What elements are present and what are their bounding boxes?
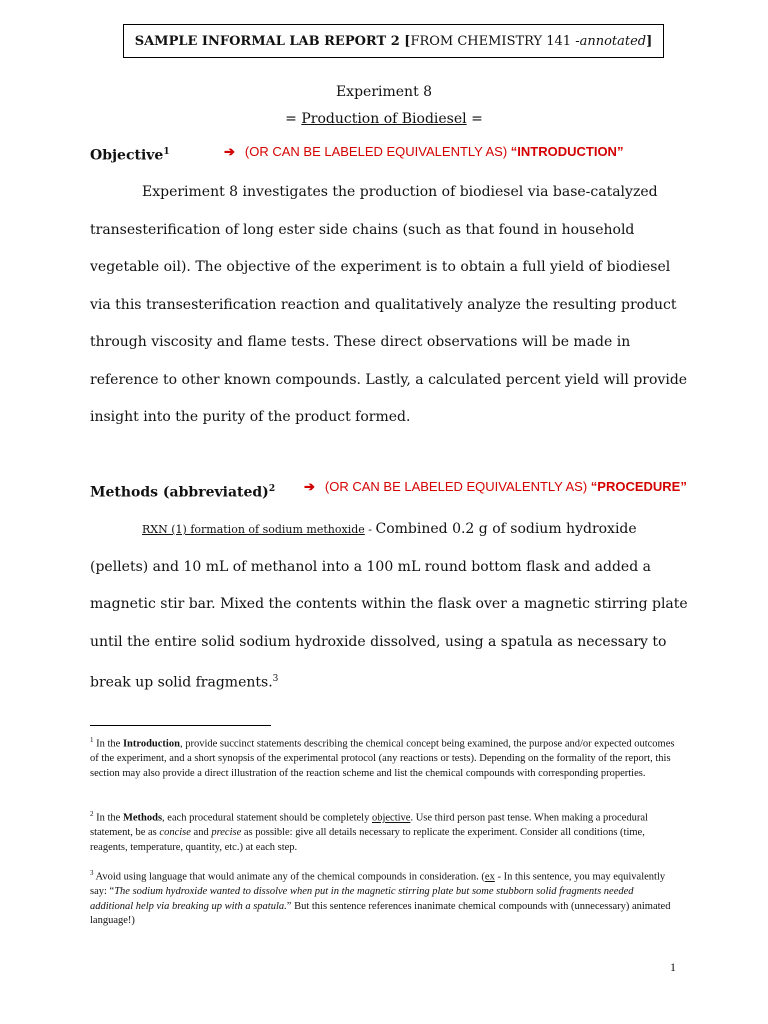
footnote-1-bold: Introduction xyxy=(122,738,180,750)
footnote-2-italic2: precise xyxy=(211,827,242,838)
footnote-2 xyxy=(90,807,678,855)
objective-paragraph xyxy=(90,174,690,437)
objective-text: Experiment 8 investigates the production of biodiesel via base-catalyzed transesterification of long ester side chains (such as that found in household vegetable oil). The objective of the experiment is to obtain a full yield of biodiesel via this transesterification reaction and qualitatively analyze the resulting product through viscosity and flame tests. These direct observations will be made in reference to other known compounds. Lastly, a calculated percent yield will provide insight into the purity of the product formed. xyxy=(90,184,688,425)
methods-alt-label xyxy=(304,479,687,495)
objective-alt-label xyxy=(224,144,623,160)
objective-alt-bold: “INTRODUCTION” xyxy=(510,144,624,159)
experiment-name: Production of Biodiesel xyxy=(301,111,467,127)
methods-paragraph xyxy=(90,511,690,702)
footnote-3-underline: ex xyxy=(484,871,495,883)
methods-alt-prefix: (OR CAN BE LABELED EQUIVALENTLY AS) xyxy=(324,479,591,494)
eq-left: = xyxy=(285,111,302,127)
rxn-label: RXN (1) formation of sodium methoxide xyxy=(142,523,365,536)
rxn-separator: - xyxy=(364,523,376,536)
title-close: ] xyxy=(646,33,653,49)
footnote-3-number: 3 xyxy=(90,869,94,877)
eq-right: = xyxy=(466,111,483,127)
footnote-2-number: 2 xyxy=(90,810,94,818)
footnote-2-pre: In the xyxy=(93,812,123,824)
footnote-2-mid2: . Use third person past tense. When making a procedural statement, be as xyxy=(90,812,648,838)
objective-footnote-ref: 1 xyxy=(163,147,170,157)
methods-text-footnote-ref: 3 xyxy=(272,674,279,684)
experiment-name-line xyxy=(0,111,768,127)
footnote-3-italic: The sodium hydroxide wanted to dissolve when put in the magnetic stirring plate but some stubborn solid fragments needed additional help via breaking up with a spatula. xyxy=(90,886,634,912)
methods-heading-text: Methods (abbreviated) xyxy=(90,484,269,501)
methods-footnote-ref: 2 xyxy=(268,484,276,494)
objective-heading-text: Objective xyxy=(90,147,164,164)
footnote-2-bold: Methods xyxy=(122,812,163,824)
footnote-1-number: 1 xyxy=(90,736,94,744)
objective-heading xyxy=(90,147,170,164)
footnote-2-text: as possible: give all details necessary to replicate the experiment. Consider all conditions (time, reagents, temperature, quantity, etc.) at each step. xyxy=(90,827,645,853)
footnote-1-pre: In the xyxy=(93,738,123,750)
footnote-2-mid3: and xyxy=(190,827,212,838)
footnote-2-mid1: , each procedural statement should be completely xyxy=(162,812,372,824)
footnote-divider xyxy=(90,725,271,726)
methods-heading xyxy=(90,484,275,501)
footnote-3-pre: Avoid using language that would animate any of the chemical compounds in consideration. ( xyxy=(93,871,485,883)
page-number: 1 xyxy=(670,960,676,974)
footnote-3 xyxy=(90,866,678,929)
footnote-2-italic1: concise xyxy=(159,827,191,838)
arrow-right-icon: ➔ xyxy=(224,144,235,159)
footnote-3-text: ” But this sentence references inanimate chemical compounds with (unnecessary) animated language!) xyxy=(90,900,671,926)
footnote-1 xyxy=(90,733,678,781)
title-normal: FROM CHEMISTRY 141 - xyxy=(410,33,580,49)
footnote-1-text: , provide succinct statements describing the chemical concept being examined, the purpose and/or expected outcomes of the experiment, and a short synopsis of the experimental protocol (any reactions or tests). Depending on the formality of the report, this section may also provide a direct illustration of the reaction scheme and list the chemical compounds with corresponding properties. xyxy=(90,738,675,779)
arrow-right-icon: ➔ xyxy=(304,479,315,494)
title-italic: annotated xyxy=(579,33,647,49)
report-title-box xyxy=(123,24,664,58)
footnote-3-mid: - In this sentence, you may equivalently say: “ xyxy=(90,871,666,897)
experiment-number: Experiment 8 xyxy=(335,84,433,100)
title-bold: SAMPLE INFORMAL LAB REPORT 2 [ xyxy=(134,33,411,49)
methods-alt-bold: “PROCEDURE” xyxy=(590,479,687,494)
methods-text: Combined 0.2 g of sodium hydroxide (pellets) and 10 mL of methanol into a 100 mL round bottom flask and added a magnetic stir bar. Mixed the contents within the flask over a magnetic stirring plate until the entire solid sodium hydroxide dissolved, using a spatula as necessary to break up solid fragments. xyxy=(90,521,688,691)
objective-alt-prefix: (OR CAN BE LABELED EQUIVALENTLY AS) xyxy=(244,144,511,159)
footnote-2-underline: objective xyxy=(371,812,411,824)
